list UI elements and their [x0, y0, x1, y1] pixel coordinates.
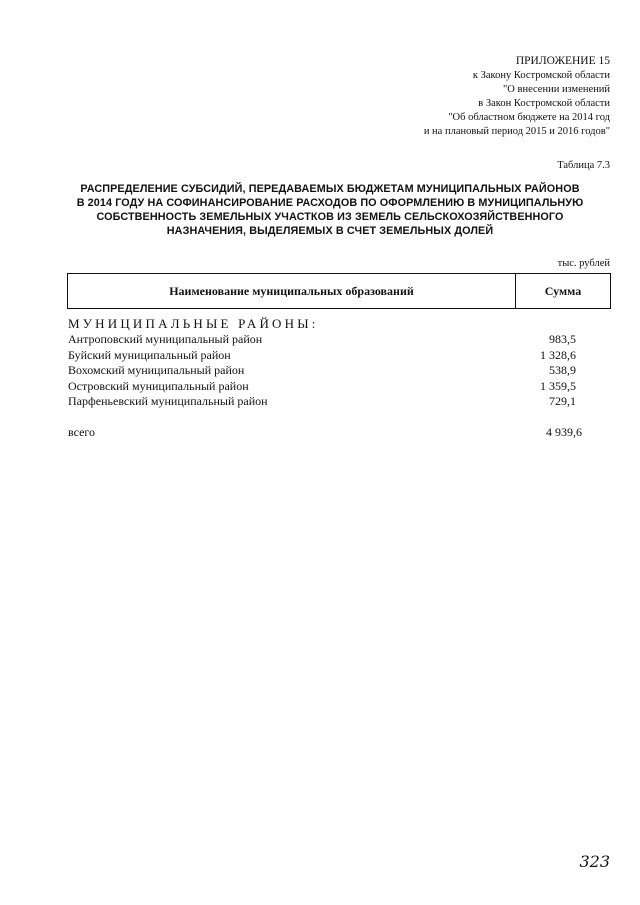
- appendix-line: "О внесении изменений: [503, 84, 610, 95]
- appendix-reference: [424, 54, 610, 139]
- table-row: [68, 379, 576, 395]
- appendix-line: и на плановый период 2015 и 2016 годов": [423, 126, 610, 137]
- table-body: [68, 332, 576, 410]
- row-value: 729,1: [549, 394, 576, 409]
- page-number: 323: [579, 852, 610, 871]
- row-value: 1 328,6: [540, 347, 576, 362]
- table-number: Таблица 7.3: [557, 160, 610, 171]
- table-row: [68, 332, 576, 348]
- heading-line: РАСПРЕДЕЛЕНИЕ СУБСИДИЙ, ПЕРЕДАВАЕМЫХ БЮДЖЕТАМ МУНИЦИПАЛЬНЫХ РАЙОНОВ: [80, 183, 580, 195]
- appendix-title: ПРИЛОЖЕНИЕ 15: [515, 55, 610, 67]
- column-header-name: Наименование муниципальных образований: [68, 274, 516, 308]
- units-label: тыс. рублей: [557, 258, 610, 269]
- total-label: всего: [68, 425, 96, 439]
- row-name: Вохомский муниципальный район: [68, 363, 245, 378]
- total-row: [68, 424, 582, 440]
- row-value: 1 359,5: [540, 378, 576, 393]
- appendix-line: к Закону Костромской области: [472, 70, 610, 81]
- row-name: Антроповский муниципальный район: [68, 332, 263, 346]
- appendix-line: в Закон Костромской области: [478, 98, 610, 109]
- section-label: МУНИЦИПАЛЬНЫЕ РАЙОНЫ:: [68, 316, 319, 331]
- heading-line: СОБСТВЕННОСТЬ ЗЕМЕЛЬНЫХ УЧАСТКОВ ИЗ ЗЕМЕЛЬ СЕЛЬСКОХОЗЯЙСТВЕННОГО: [96, 211, 564, 223]
- appendix-line: "Об областном бюджете на 2014 год: [448, 112, 610, 123]
- table-row: [68, 363, 576, 379]
- heading-line: НАЗНАЧЕНИЯ, ВЫДЕЛЯЕМЫХ В СЧЕТ ЗЕМЕЛЬНЫХ ДОЛЕЙ: [166, 225, 494, 237]
- document-heading: [60, 182, 600, 238]
- table-row: [68, 348, 576, 364]
- table-row: [68, 394, 576, 410]
- heading-line: В 2014 ГОДУ НА СОФИНАНСИРОВАНИЕ РАСХОДОВ ПО ОФОРМЛЕНИЮ В МУНИЦИПАЛЬНУЮ: [76, 197, 584, 209]
- row-name: Буйский муниципальный район: [68, 347, 231, 362]
- row-value: 538,9: [549, 363, 576, 378]
- row-value: 983,5: [549, 332, 576, 346]
- row-name: Парфеньевский муниципальный район: [68, 394, 268, 409]
- column-header-sum: Сумма: [544, 283, 582, 298]
- total-value: 4 939,6: [546, 425, 582, 439]
- table-header: [67, 273, 611, 309]
- row-name: Островский муниципальный район: [68, 378, 249, 393]
